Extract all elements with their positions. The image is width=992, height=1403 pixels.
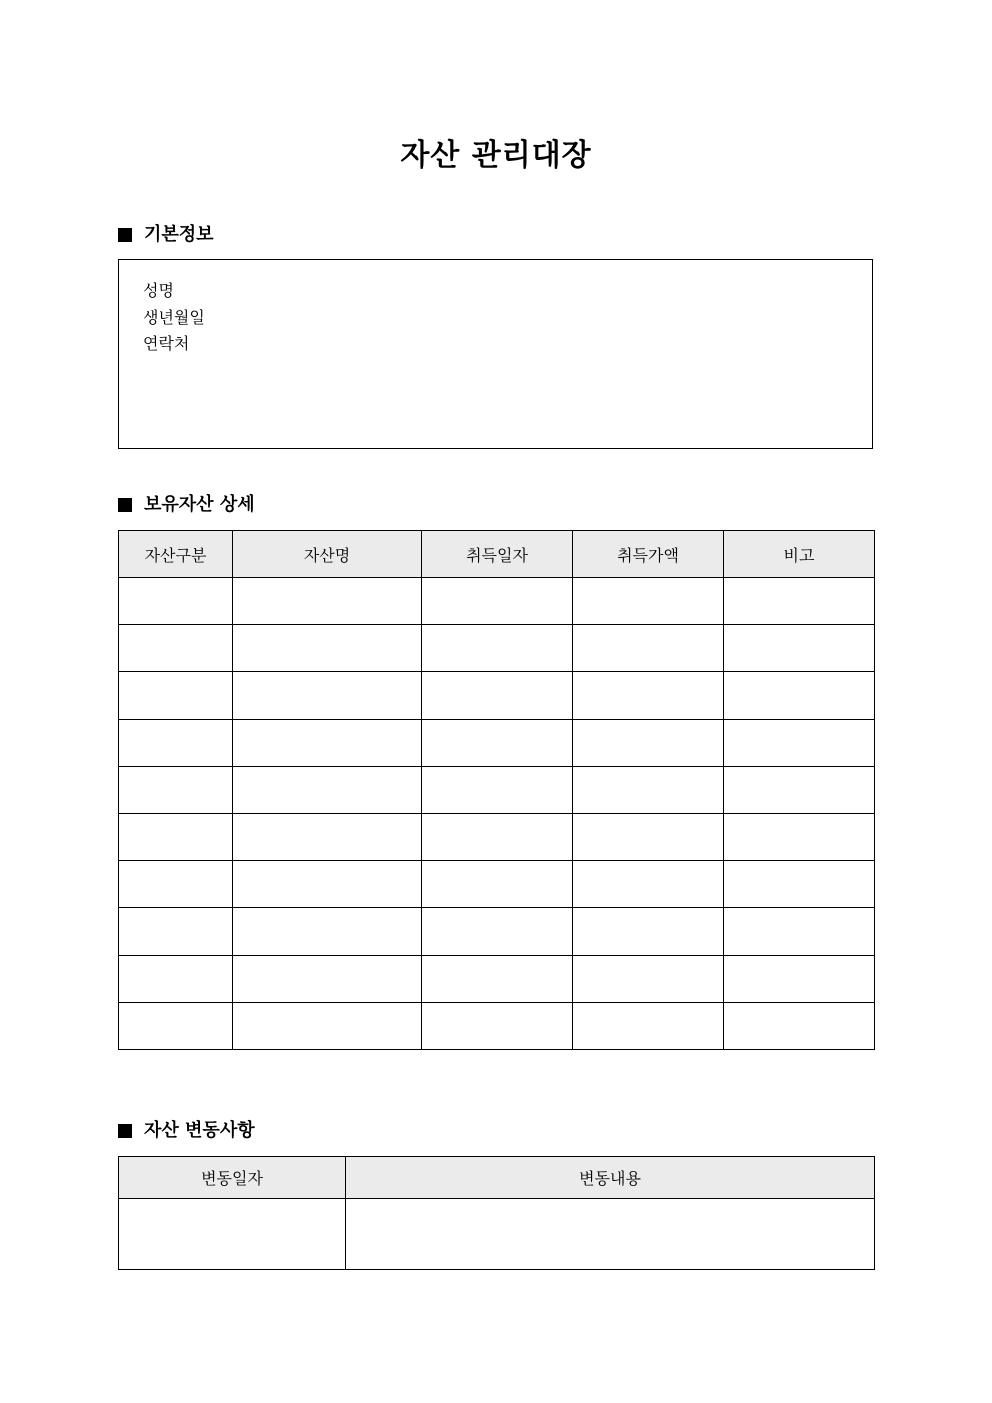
table-cell[interactable] bbox=[119, 719, 233, 766]
table-cell[interactable] bbox=[724, 813, 875, 860]
table-cell[interactable] bbox=[573, 719, 724, 766]
table-cell[interactable] bbox=[233, 672, 422, 719]
column-header-remarks: 비고 bbox=[724, 531, 875, 578]
section-heading-basic-info bbox=[118, 222, 214, 248]
table-cell[interactable] bbox=[233, 813, 422, 860]
table-cell[interactable] bbox=[422, 1002, 573, 1049]
section-heading-label: 자산 변동사항 bbox=[144, 1120, 255, 1141]
table-row bbox=[119, 1199, 875, 1270]
table-cell[interactable] bbox=[573, 625, 724, 672]
table-cell[interactable] bbox=[422, 955, 573, 1002]
table-cell[interactable] bbox=[573, 766, 724, 813]
table-cell[interactable] bbox=[724, 625, 875, 672]
table-cell[interactable] bbox=[119, 813, 233, 860]
table-cell[interactable] bbox=[119, 578, 233, 625]
field-label-birthdate: 생년월일 bbox=[143, 307, 205, 327]
table-cell[interactable] bbox=[724, 719, 875, 766]
table-cell[interactable] bbox=[119, 1199, 346, 1270]
table-row bbox=[119, 719, 875, 766]
table-cell[interactable] bbox=[119, 908, 233, 955]
table-cell[interactable] bbox=[233, 1002, 422, 1049]
section-heading-assets bbox=[118, 492, 255, 518]
table-cell[interactable] bbox=[422, 625, 573, 672]
table-row bbox=[119, 908, 875, 955]
assets-table bbox=[118, 530, 875, 1050]
table-row bbox=[119, 672, 875, 719]
table-cell[interactable] bbox=[233, 908, 422, 955]
table-cell[interactable] bbox=[573, 1002, 724, 1049]
page-title: 자산 관리대장 bbox=[400, 138, 592, 173]
table-cell[interactable] bbox=[233, 766, 422, 813]
table-row bbox=[119, 625, 875, 672]
table-cell[interactable] bbox=[573, 578, 724, 625]
column-header-change-date: 변동일자 bbox=[119, 1157, 346, 1199]
field-label-name: 성명 bbox=[143, 281, 174, 300]
table-cell[interactable] bbox=[422, 578, 573, 625]
table-cell[interactable] bbox=[346, 1199, 875, 1270]
table-cell[interactable] bbox=[233, 861, 422, 908]
square-bullet-icon bbox=[118, 498, 132, 512]
table-header-row bbox=[119, 1157, 875, 1199]
table-cell[interactable] bbox=[119, 1002, 233, 1049]
table-cell[interactable] bbox=[724, 672, 875, 719]
column-header-acquisition-date: 취득일자 bbox=[422, 531, 573, 578]
column-header-asset-type: 자산구분 bbox=[119, 531, 233, 578]
changes-table bbox=[118, 1156, 875, 1270]
table-cell[interactable] bbox=[422, 672, 573, 719]
table-cell[interactable] bbox=[233, 625, 422, 672]
table-cell[interactable] bbox=[119, 672, 233, 719]
table-cell[interactable] bbox=[573, 908, 724, 955]
table-row bbox=[119, 1002, 875, 1049]
table-cell[interactable] bbox=[422, 908, 573, 955]
table-cell[interactable] bbox=[724, 578, 875, 625]
field-label-contact: 연락처 bbox=[143, 334, 190, 353]
table-cell[interactable] bbox=[422, 813, 573, 860]
table-cell[interactable] bbox=[573, 955, 724, 1002]
section-heading-changes bbox=[118, 1118, 255, 1144]
column-header-change-details: 변동내용 bbox=[346, 1157, 875, 1199]
square-bullet-icon bbox=[118, 228, 132, 242]
section-heading-label: 보유자산 상세 bbox=[144, 494, 255, 515]
table-cell[interactable] bbox=[119, 955, 233, 1002]
table-row bbox=[119, 861, 875, 908]
table-cell[interactable] bbox=[233, 578, 422, 625]
table-cell[interactable] bbox=[422, 719, 573, 766]
table-cell[interactable] bbox=[573, 813, 724, 860]
section-heading-label: 기본정보 bbox=[144, 224, 214, 245]
table-row bbox=[119, 766, 875, 813]
table-row bbox=[119, 578, 875, 625]
table-cell[interactable] bbox=[119, 861, 233, 908]
table-row bbox=[119, 955, 875, 1002]
table-cell[interactable] bbox=[233, 955, 422, 1002]
square-bullet-icon bbox=[118, 1124, 132, 1138]
table-cell[interactable] bbox=[724, 1002, 875, 1049]
table-cell[interactable] bbox=[422, 766, 573, 813]
table-cell[interactable] bbox=[422, 861, 573, 908]
table-cell[interactable] bbox=[724, 955, 875, 1002]
table-cell[interactable] bbox=[233, 719, 422, 766]
table-cell[interactable] bbox=[573, 861, 724, 908]
table-cell[interactable] bbox=[724, 766, 875, 813]
table-cell[interactable] bbox=[119, 625, 233, 672]
table-cell[interactable] bbox=[573, 672, 724, 719]
table-header-row bbox=[119, 531, 875, 578]
basic-info-box bbox=[118, 259, 873, 449]
table-cell[interactable] bbox=[119, 766, 233, 813]
table-row bbox=[119, 813, 875, 860]
table-cell[interactable] bbox=[724, 908, 875, 955]
column-header-acquisition-price: 취득가액 bbox=[573, 531, 724, 578]
column-header-asset-name: 자산명 bbox=[233, 531, 422, 578]
table-cell[interactable] bbox=[724, 861, 875, 908]
